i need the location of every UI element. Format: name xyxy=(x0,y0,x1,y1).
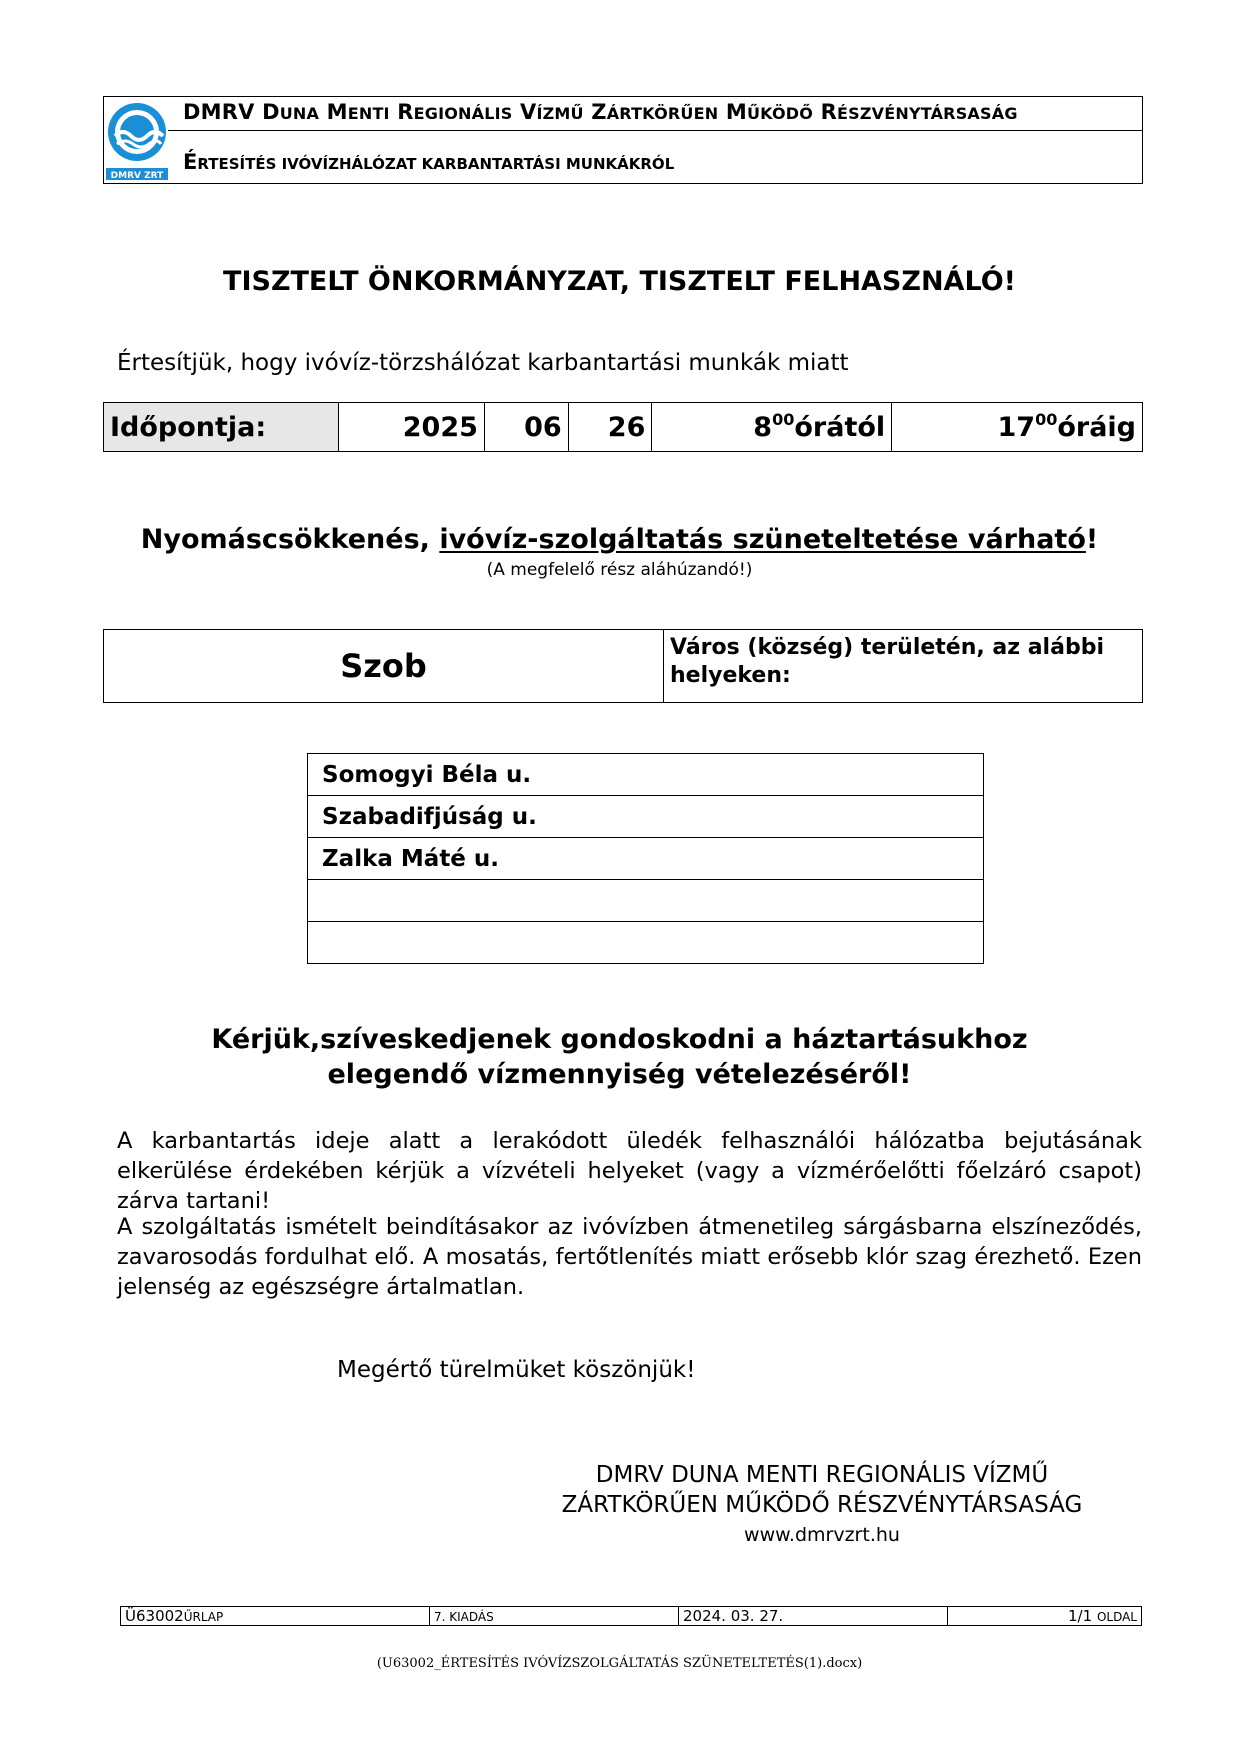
header-divider xyxy=(168,130,1142,131)
schedule-month: 06 xyxy=(484,403,568,452)
intro-text: Értesítjük, hogy ivóvíz-törzshálózat karbantartási munkák miatt xyxy=(117,350,849,376)
schedule-from: $8^{00}órától$ xyxy=(652,403,892,452)
street-row: Zalka Máté u. xyxy=(308,838,984,880)
schedule-table xyxy=(103,402,1143,452)
signature-block xyxy=(542,1460,1102,1550)
footer-form-code: Ü63002ŰRLAP xyxy=(121,1607,430,1626)
paragraph-discoloration: A szolgáltatás ismételt beindításakor az ivóvízben átmenetileg sárgásbarna elszíneződés, zavarosodás fordulhat elő. A mosatás, fertőtlenítés miatt erősebb klór szag érezhető. Ezen jelenség az egészségre ártalmatlan. xyxy=(117,1214,1142,1300)
thanks-text: Megértő türelmüket köszönjük! xyxy=(337,1357,696,1383)
street-row xyxy=(308,880,984,922)
town-name: Szob xyxy=(104,630,664,703)
underline-note: (A megfelelő rész aláhúzandó!) xyxy=(486,560,753,580)
request-line-2: elegendő vízmennyiség vételezéséről! xyxy=(327,1059,912,1090)
street-row: Somogyi Béla u. xyxy=(308,754,984,796)
notice-title: ÉRTESÍTÉS IVÓVÍZHÁLÓZAT KARBANTARTÁSI MUNKÁKRÓL xyxy=(183,150,675,174)
request-heading xyxy=(0,1022,1239,1092)
dmrv-logo-icon xyxy=(105,98,169,182)
footer-page: 1/1 OLDAL xyxy=(948,1607,1142,1626)
signature-line-2: ZÁRTKÖRŰEN MŰKÖDŐ RÉSZVÉNYTÁRSASÁG xyxy=(561,1492,1083,1518)
company-name: DMRV DUNA MENTI REGIONÁLIS VÍZMŰ ZÁRTKÖRŰEN MŰKÖDŐ RÉSZVÉNYTÁRSASÁG xyxy=(183,100,1018,124)
schedule-to: $17^{00}óráig$ xyxy=(892,403,1143,452)
logo-text: DMRV ZRT xyxy=(110,171,164,181)
greeting-heading: TISZTELT ÖNKORMÁNYZAT, TISZTELT FELHASZNÁLÓ! xyxy=(223,266,1016,297)
schedule-year: 2025 xyxy=(339,403,485,452)
schedule-day: 26 xyxy=(568,403,652,452)
website-text: www.dmrvzrt.hu xyxy=(744,1524,900,1546)
footer-date: 2024. 03. 27. xyxy=(679,1607,948,1626)
street-row xyxy=(308,922,984,964)
footer-table xyxy=(120,1606,1142,1626)
paragraph-sediment: A karbantartás ideje alatt a lerakódott üledék felhasználói hálózatba bejutásának elkerülése érdekében kérjük a vízvételi helyeket (vagy a vízmérőelőtti főelzáró csapot) zárva tartani! xyxy=(117,1128,1142,1214)
location-table xyxy=(103,629,1143,703)
street-row: Szabadifjúság u. xyxy=(308,796,984,838)
footer-filename: (U63002_ÉRTESÍTÉS IVÓVÍZSZOLGÁLTATÁS SZÜNETELTETÉS(1).docx) xyxy=(376,1656,863,1671)
pressure-notice: Nyomáscsökkenés, ivóvíz-szolgáltatás szüneteltetése várható! xyxy=(140,524,1099,555)
request-line-1: Kérjük,szíveskedjenek gondoskodni a háztartásukhoz xyxy=(211,1024,1028,1055)
schedule-label: Időpontja: xyxy=(104,403,339,452)
signature-line-1: DMRV DUNA MENTI REGIONÁLIS VÍZMŰ xyxy=(595,1462,1049,1488)
streets-table xyxy=(307,753,984,964)
area-label: Város (község) területén, az alábbi helyeken: xyxy=(664,630,1143,703)
footer-edition: 7. KIADÁS xyxy=(430,1607,679,1626)
